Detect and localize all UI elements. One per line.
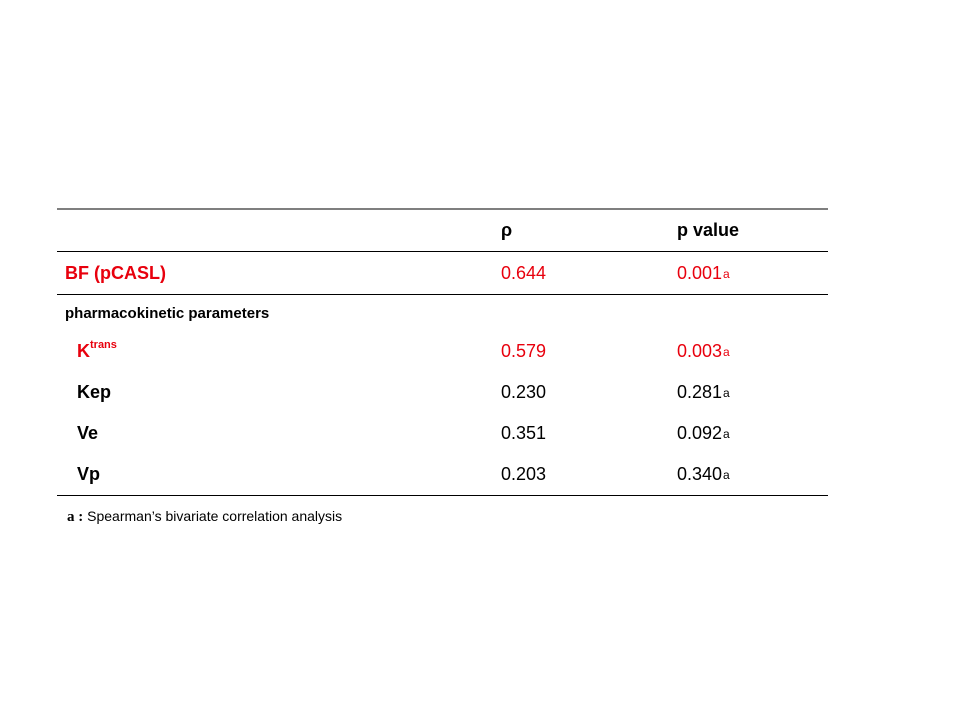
row-ktrans <box>57 331 828 372</box>
footnote-mark: a <box>723 345 730 359</box>
p-value-cell <box>677 372 828 413</box>
header-variable <box>57 209 501 252</box>
row-label: Kep <box>77 382 112 402</box>
footnote-mark: a <box>723 468 730 482</box>
p-value-cell <box>677 413 828 454</box>
footnote-mark: a <box>723 427 730 441</box>
rho-value: 0.644 <box>501 252 677 295</box>
p-value: 0.003 <box>677 341 723 361</box>
p-value: 0.001 <box>677 262 723 283</box>
footnote-key: a : <box>67 509 84 525</box>
p-value-cell <box>677 331 828 372</box>
rho-value: 0.579 <box>501 341 547 361</box>
p-value: 0.340 <box>677 464 723 484</box>
footnote-mark: a <box>723 386 730 400</box>
p-value: 0.281 <box>677 382 723 402</box>
row-kep <box>57 372 828 413</box>
header-row <box>57 209 828 252</box>
header-rho: ρ <box>501 209 677 252</box>
row-vp <box>57 454 828 496</box>
footnote-mark: a <box>723 266 730 281</box>
rho-value: 0.351 <box>501 423 547 443</box>
footnote-text: Spearman’s bivariate correlation analysis <box>83 508 343 524</box>
row-bf-pcasl <box>57 252 828 295</box>
row-ve <box>57 413 828 454</box>
group-label: pharmacokinetic parameters <box>65 304 270 322</box>
param-superscript: trans <box>90 339 117 351</box>
param-name: K <box>77 341 90 361</box>
row-label <box>57 331 501 372</box>
p-value-cell <box>677 252 828 295</box>
row-label: Vp <box>57 454 501 496</box>
row-label: Ve <box>77 423 99 443</box>
row-label: BF (pCASL) <box>57 252 501 295</box>
rho-value: 0.203 <box>501 454 677 496</box>
rho-value: 0.230 <box>501 382 547 402</box>
correlation-table <box>57 208 828 496</box>
p-value: 0.092 <box>677 423 723 443</box>
header-p-value: p value <box>677 209 828 252</box>
p-value-cell <box>677 454 828 496</box>
table-footnote <box>67 508 342 526</box>
row-group-header <box>57 295 828 332</box>
